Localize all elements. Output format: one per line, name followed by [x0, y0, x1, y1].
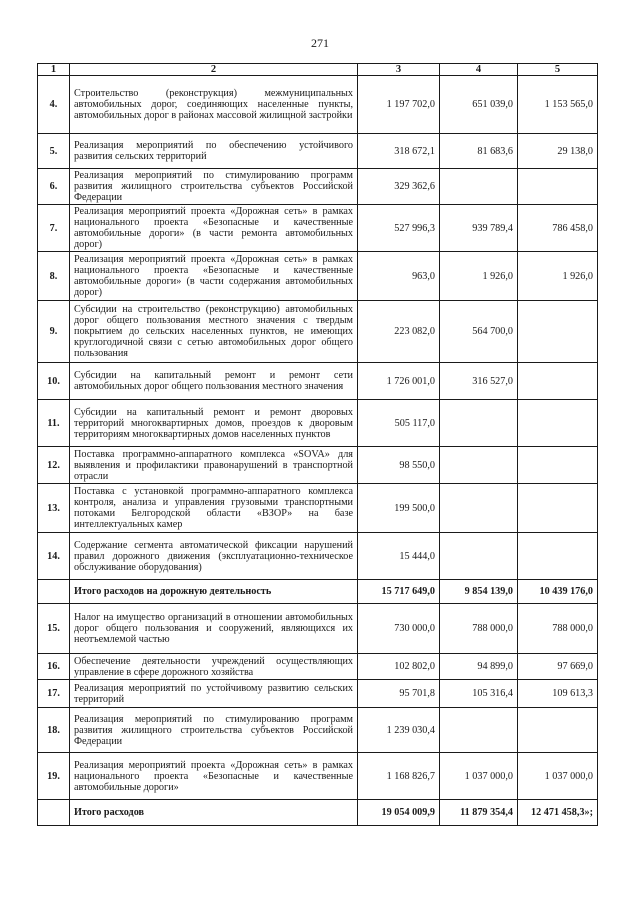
row-name: Реализация мероприятий проекта «Дорожная сеть» в рамках национального проекта «Безопасные и качественные автомобильные дороги» (в части содержания автомобильных дорог): [70, 252, 358, 301]
table-row: [38, 400, 598, 447]
value-col-5: 29 138,0: [518, 134, 598, 169]
value-col-4: [440, 533, 518, 580]
row-name: Поставка программно-аппаратного комплекса «SOVA» для выявления и профилактики правонарушений в транспортной отрасли: [70, 447, 358, 484]
value-col-4: 788 000,0: [440, 604, 518, 654]
row-number: 14.: [38, 533, 70, 580]
row-number: 9.: [38, 301, 70, 363]
row-name: Реализация мероприятий по стимулированию программ развития жилищного строительства субъектов Российской Федерации: [70, 169, 358, 205]
row-number: [38, 580, 70, 604]
value-col-4: [440, 169, 518, 205]
margin-scribble: [610, 70, 640, 230]
row-number: 6.: [38, 169, 70, 205]
value-col-4: 564 700,0: [440, 301, 518, 363]
row-name: Реализация мероприятий по стимулированию программ развития жилищного строительства субъектов Российской Федерации: [70, 708, 358, 753]
value-col-5: [518, 708, 598, 753]
row-name: Реализация мероприятий по обеспечению устойчивого развития сельских территорий: [70, 134, 358, 169]
row-name: Налог на имущество организаций в отношении автомобильных дорог общего пользования и сооружений, являющихся их неотъемлемой частью: [70, 604, 358, 654]
value-col-5: 12 471 458,3»;: [518, 800, 598, 826]
table-row: [38, 654, 598, 680]
value-col-5: 1 037 000,0: [518, 753, 598, 800]
table-row: [38, 301, 598, 363]
table-row: [38, 447, 598, 484]
value-col-3: 963,0: [358, 252, 440, 301]
row-number: 17.: [38, 680, 70, 708]
table-row: [38, 484, 598, 533]
table-row: [38, 753, 598, 800]
row-name: Реализация мероприятий проекта «Дорожная сеть» в рамках национального проекта «Безопасные и качественные автомобильные дороги»: [70, 753, 358, 800]
value-col-3: 1 168 826,7: [358, 753, 440, 800]
value-col-4: [440, 708, 518, 753]
value-col-5: [518, 169, 598, 205]
table-row: [38, 708, 598, 753]
value-col-5: 1 153 565,0: [518, 76, 598, 134]
value-col-3: 730 000,0: [358, 604, 440, 654]
table-row: [38, 604, 598, 654]
table-body: [38, 76, 598, 826]
table-row: [38, 169, 598, 205]
value-col-5: [518, 301, 598, 363]
row-number: 15.: [38, 604, 70, 654]
row-name: Итого расходов на дорожную деятельность: [70, 580, 358, 604]
value-col-4: 316 527,0: [440, 363, 518, 400]
row-name: Содержание сегмента автоматической фиксации нарушений правил дорожного движения (эксплуатационно-техническое обслуживание оборудования): [70, 533, 358, 580]
value-col-4: 9 854 139,0: [440, 580, 518, 604]
column-header: 5: [518, 64, 598, 76]
row-name: Субсидии на строительство (реконструкцию) автомобильных дорог общего пользования местного значения с твердым покрытием до сельских населенных пунктов, не имеющих круглогодичной связи с сетью автомобильных дорог общего пользования: [70, 301, 358, 363]
row-number: 12.: [38, 447, 70, 484]
value-col-4: 651 039,0: [440, 76, 518, 134]
row-name: Строительство (реконструкция) межмуниципальных автомобильных дорог, соединяющих населенные пункты, автомобильных дорог в районах массовой жилищной застройки: [70, 76, 358, 134]
row-number: 5.: [38, 134, 70, 169]
table-row: [38, 680, 598, 708]
value-col-4: [440, 447, 518, 484]
total-row: [38, 580, 598, 604]
column-header: 1: [38, 64, 70, 76]
row-name: Поставка с установкой программно-аппаратного комплекса контроля, анализа и управления грузовыми транспортными потоками Белгородской области «ВЗОР» на базе интеллектуальных камер: [70, 484, 358, 533]
value-col-4: 81 683,6: [440, 134, 518, 169]
table-row: [38, 363, 598, 400]
value-col-5: 97 669,0: [518, 654, 598, 680]
total-row: [38, 800, 598, 826]
value-col-5: 10 439 176,0: [518, 580, 598, 604]
value-col-3: 505 117,0: [358, 400, 440, 447]
table-row: [38, 76, 598, 134]
table-row: [38, 252, 598, 301]
value-col-5: [518, 533, 598, 580]
value-col-3: 95 701,8: [358, 680, 440, 708]
value-col-4: 939 789,4: [440, 205, 518, 252]
value-col-3: 15 444,0: [358, 533, 440, 580]
value-col-5: 786 458,0: [518, 205, 598, 252]
row-name: Реализация мероприятий проекта «Дорожная сеть» в рамках национального проекта «Безопасные и качественные автомобильные дороги» (в части ремонта автомобильных дорог): [70, 205, 358, 252]
value-col-3: 1 239 030,4: [358, 708, 440, 753]
value-col-4: 1 926,0: [440, 252, 518, 301]
value-col-4: 94 899,0: [440, 654, 518, 680]
row-number: 7.: [38, 205, 70, 252]
page-number: 271: [311, 36, 329, 50]
row-number: 11.: [38, 400, 70, 447]
column-header: 3: [358, 64, 440, 76]
value-col-3: 329 362,6: [358, 169, 440, 205]
row-number: 8.: [38, 252, 70, 301]
row-name: Итого расходов: [70, 800, 358, 826]
value-col-4: 11 879 354,4: [440, 800, 518, 826]
value-col-5: [518, 400, 598, 447]
value-col-5: [518, 447, 598, 484]
row-number: 19.: [38, 753, 70, 800]
value-col-3: 102 802,0: [358, 654, 440, 680]
value-col-5: 1 926,0: [518, 252, 598, 301]
row-number: [38, 800, 70, 826]
column-header: 4: [440, 64, 518, 76]
table-row: [38, 134, 598, 169]
value-col-3: 527 996,3: [358, 205, 440, 252]
row-number: 4.: [38, 76, 70, 134]
value-col-4: 1 037 000,0: [440, 753, 518, 800]
value-col-3: 318 672,1: [358, 134, 440, 169]
row-number: 13.: [38, 484, 70, 533]
row-name: Субсидии на капитальный ремонт и ремонт дворовых территорий многоквартирных домов, проездов к дворовым территориям многоквартирных домов населенных пунктов: [70, 400, 358, 447]
value-col-5: 788 000,0: [518, 604, 598, 654]
value-col-3: 19 054 009,9: [358, 800, 440, 826]
table-row: [38, 205, 598, 252]
value-col-4: [440, 400, 518, 447]
row-number: 16.: [38, 654, 70, 680]
value-col-4: 105 316,4: [440, 680, 518, 708]
value-col-4: [440, 484, 518, 533]
row-name: Обеспечение деятельности учреждений осуществляющих управление в сфере дорожного хозяйства: [70, 654, 358, 680]
column-number-row: [38, 64, 598, 76]
value-col-5: [518, 484, 598, 533]
row-name: Субсидии на капитальный ремонт и ремонт сети автомобильных дорог общего пользования местного значения: [70, 363, 358, 400]
value-col-3: 1 197 702,0: [358, 76, 440, 134]
row-name: Реализация мероприятий по устойчивому развитию сельских территорий: [70, 680, 358, 708]
value-col-5: 109 613,3: [518, 680, 598, 708]
value-col-3: 1 726 001,0: [358, 363, 440, 400]
value-col-5: [518, 363, 598, 400]
expenditure-table: [37, 63, 598, 826]
value-col-3: 223 082,0: [358, 301, 440, 363]
row-number: 10.: [38, 363, 70, 400]
value-col-3: 15 717 649,0: [358, 580, 440, 604]
row-number: 18.: [38, 708, 70, 753]
table-row: [38, 533, 598, 580]
column-header: 2: [70, 64, 358, 76]
value-col-3: 199 500,0: [358, 484, 440, 533]
value-col-3: 98 550,0: [358, 447, 440, 484]
